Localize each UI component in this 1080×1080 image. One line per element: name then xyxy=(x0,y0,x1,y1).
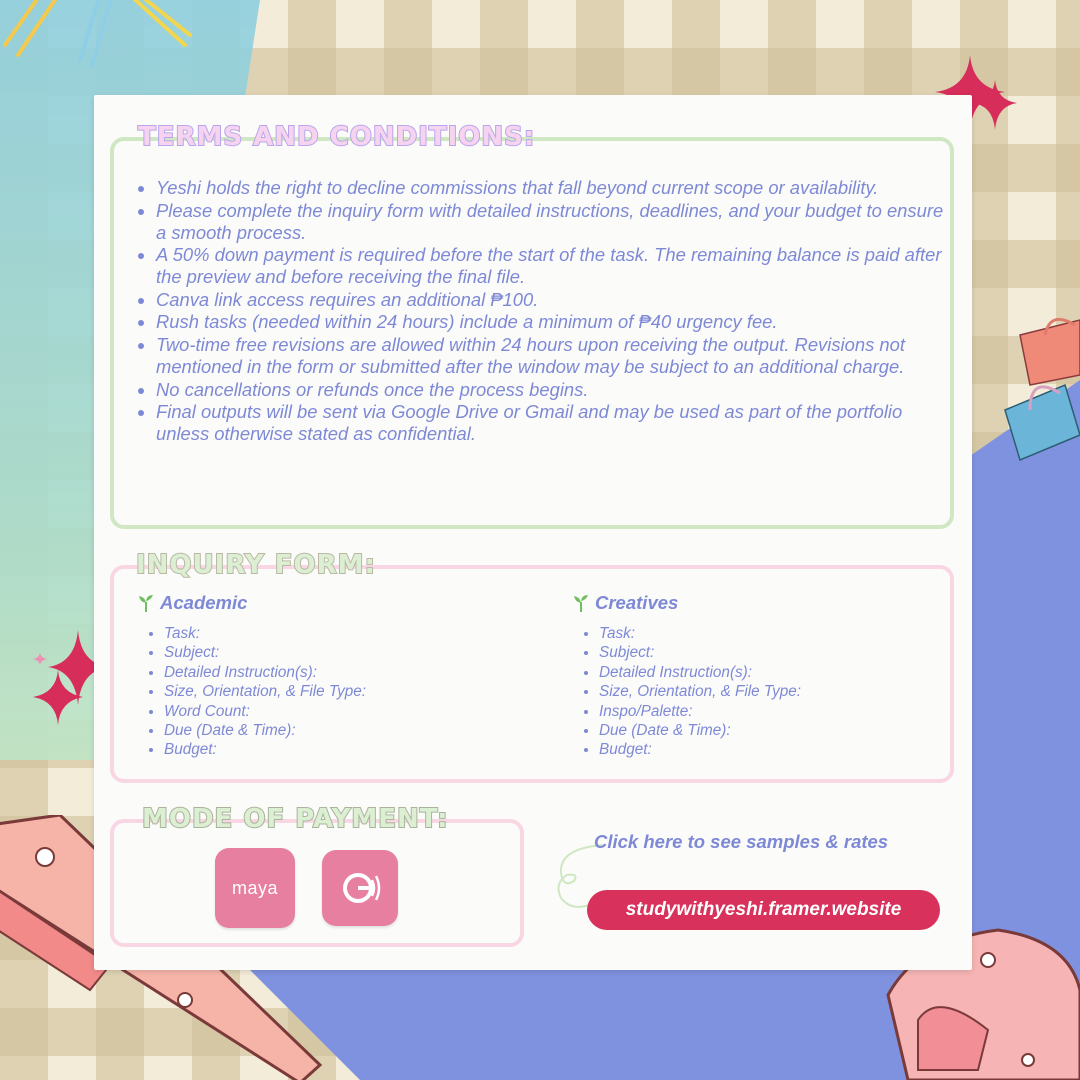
list-item: • No cancellations or refunds once the process begins. xyxy=(156,379,946,401)
paperclip-icon xyxy=(0,0,200,70)
list-item: • Size, Orientation, & File Type: xyxy=(599,682,951,701)
sprout-icon xyxy=(136,593,156,613)
list-item: • Task: xyxy=(164,624,516,643)
list-item: • Please complete the inquiry form with detailed instructions, deadlines, and your budget to ensure a smooth process. xyxy=(156,200,946,244)
terms-title: TERMS AND CONDITIONS: xyxy=(138,122,536,152)
list-item: • Word Count: xyxy=(164,702,516,721)
list-item: • Yeshi holds the right to decline commissions that fall beyond current scope or availability. xyxy=(156,177,946,199)
binder-clip-icon xyxy=(985,315,1080,490)
creatives-heading: Creatives xyxy=(595,592,679,613)
academic-column xyxy=(136,592,516,760)
list-item: • Final outputs will be sent via Google Drive or Gmail and may be used as part of the portfolio unless otherwise stated as confidential. xyxy=(156,401,946,445)
payment-box xyxy=(110,819,524,947)
gcash-logo-icon xyxy=(338,866,382,910)
sprout-icon xyxy=(571,593,591,613)
list-item: • Size, Orientation, & File Type: xyxy=(164,682,516,701)
maya-logo: maya xyxy=(231,877,278,898)
list-item: • Rush tasks (needed within 24 hours) include a minimum of ₱40 urgency fee. xyxy=(156,311,946,333)
list-item: • Task: xyxy=(599,624,951,643)
list-item: • Detailed Instruction(s): xyxy=(164,663,516,682)
list-item: • Detailed Instruction(s): xyxy=(599,663,951,682)
creatives-fields xyxy=(599,624,951,760)
website-link-button[interactable]: studywithyeshi.framer.website xyxy=(587,890,940,930)
list-item: • Due (Date & Time): xyxy=(164,721,516,740)
creatives-column xyxy=(571,592,951,760)
list-item: • Budget: xyxy=(164,740,516,759)
samples-rates-cta: Click here to see samples & rates xyxy=(594,831,889,852)
list-item: • Due (Date & Time): xyxy=(599,721,951,740)
maya-payment-button[interactable] xyxy=(215,848,295,928)
list-item: • Subject: xyxy=(599,643,951,662)
academic-heading: Academic xyxy=(160,592,248,613)
payment-title: MODE OF PAYMENT: xyxy=(142,804,449,834)
commission-card xyxy=(94,95,972,970)
list-item: • Inspo/Palette: xyxy=(599,702,951,721)
list-item: • Canva link access requires an additional ₱100. xyxy=(156,289,946,311)
inquiry-title: INQUIRY FORM: xyxy=(136,550,376,580)
gcash-payment-button[interactable] xyxy=(322,850,398,926)
terms-list xyxy=(156,177,946,446)
list-item: • Two-time free revisions are allowed within 24 hours upon receiving the output. Revisions not mentioned in the form or submitted after the window may be subject to an additional charge. xyxy=(156,334,946,378)
list-item: • A 50% down payment is required before the start of the task. The remaining balance is paid after the preview and before receiving the final file. xyxy=(156,244,946,288)
list-item: • Subject: xyxy=(164,643,516,662)
list-item: • Budget: xyxy=(599,740,951,759)
academic-fields xyxy=(164,624,516,760)
